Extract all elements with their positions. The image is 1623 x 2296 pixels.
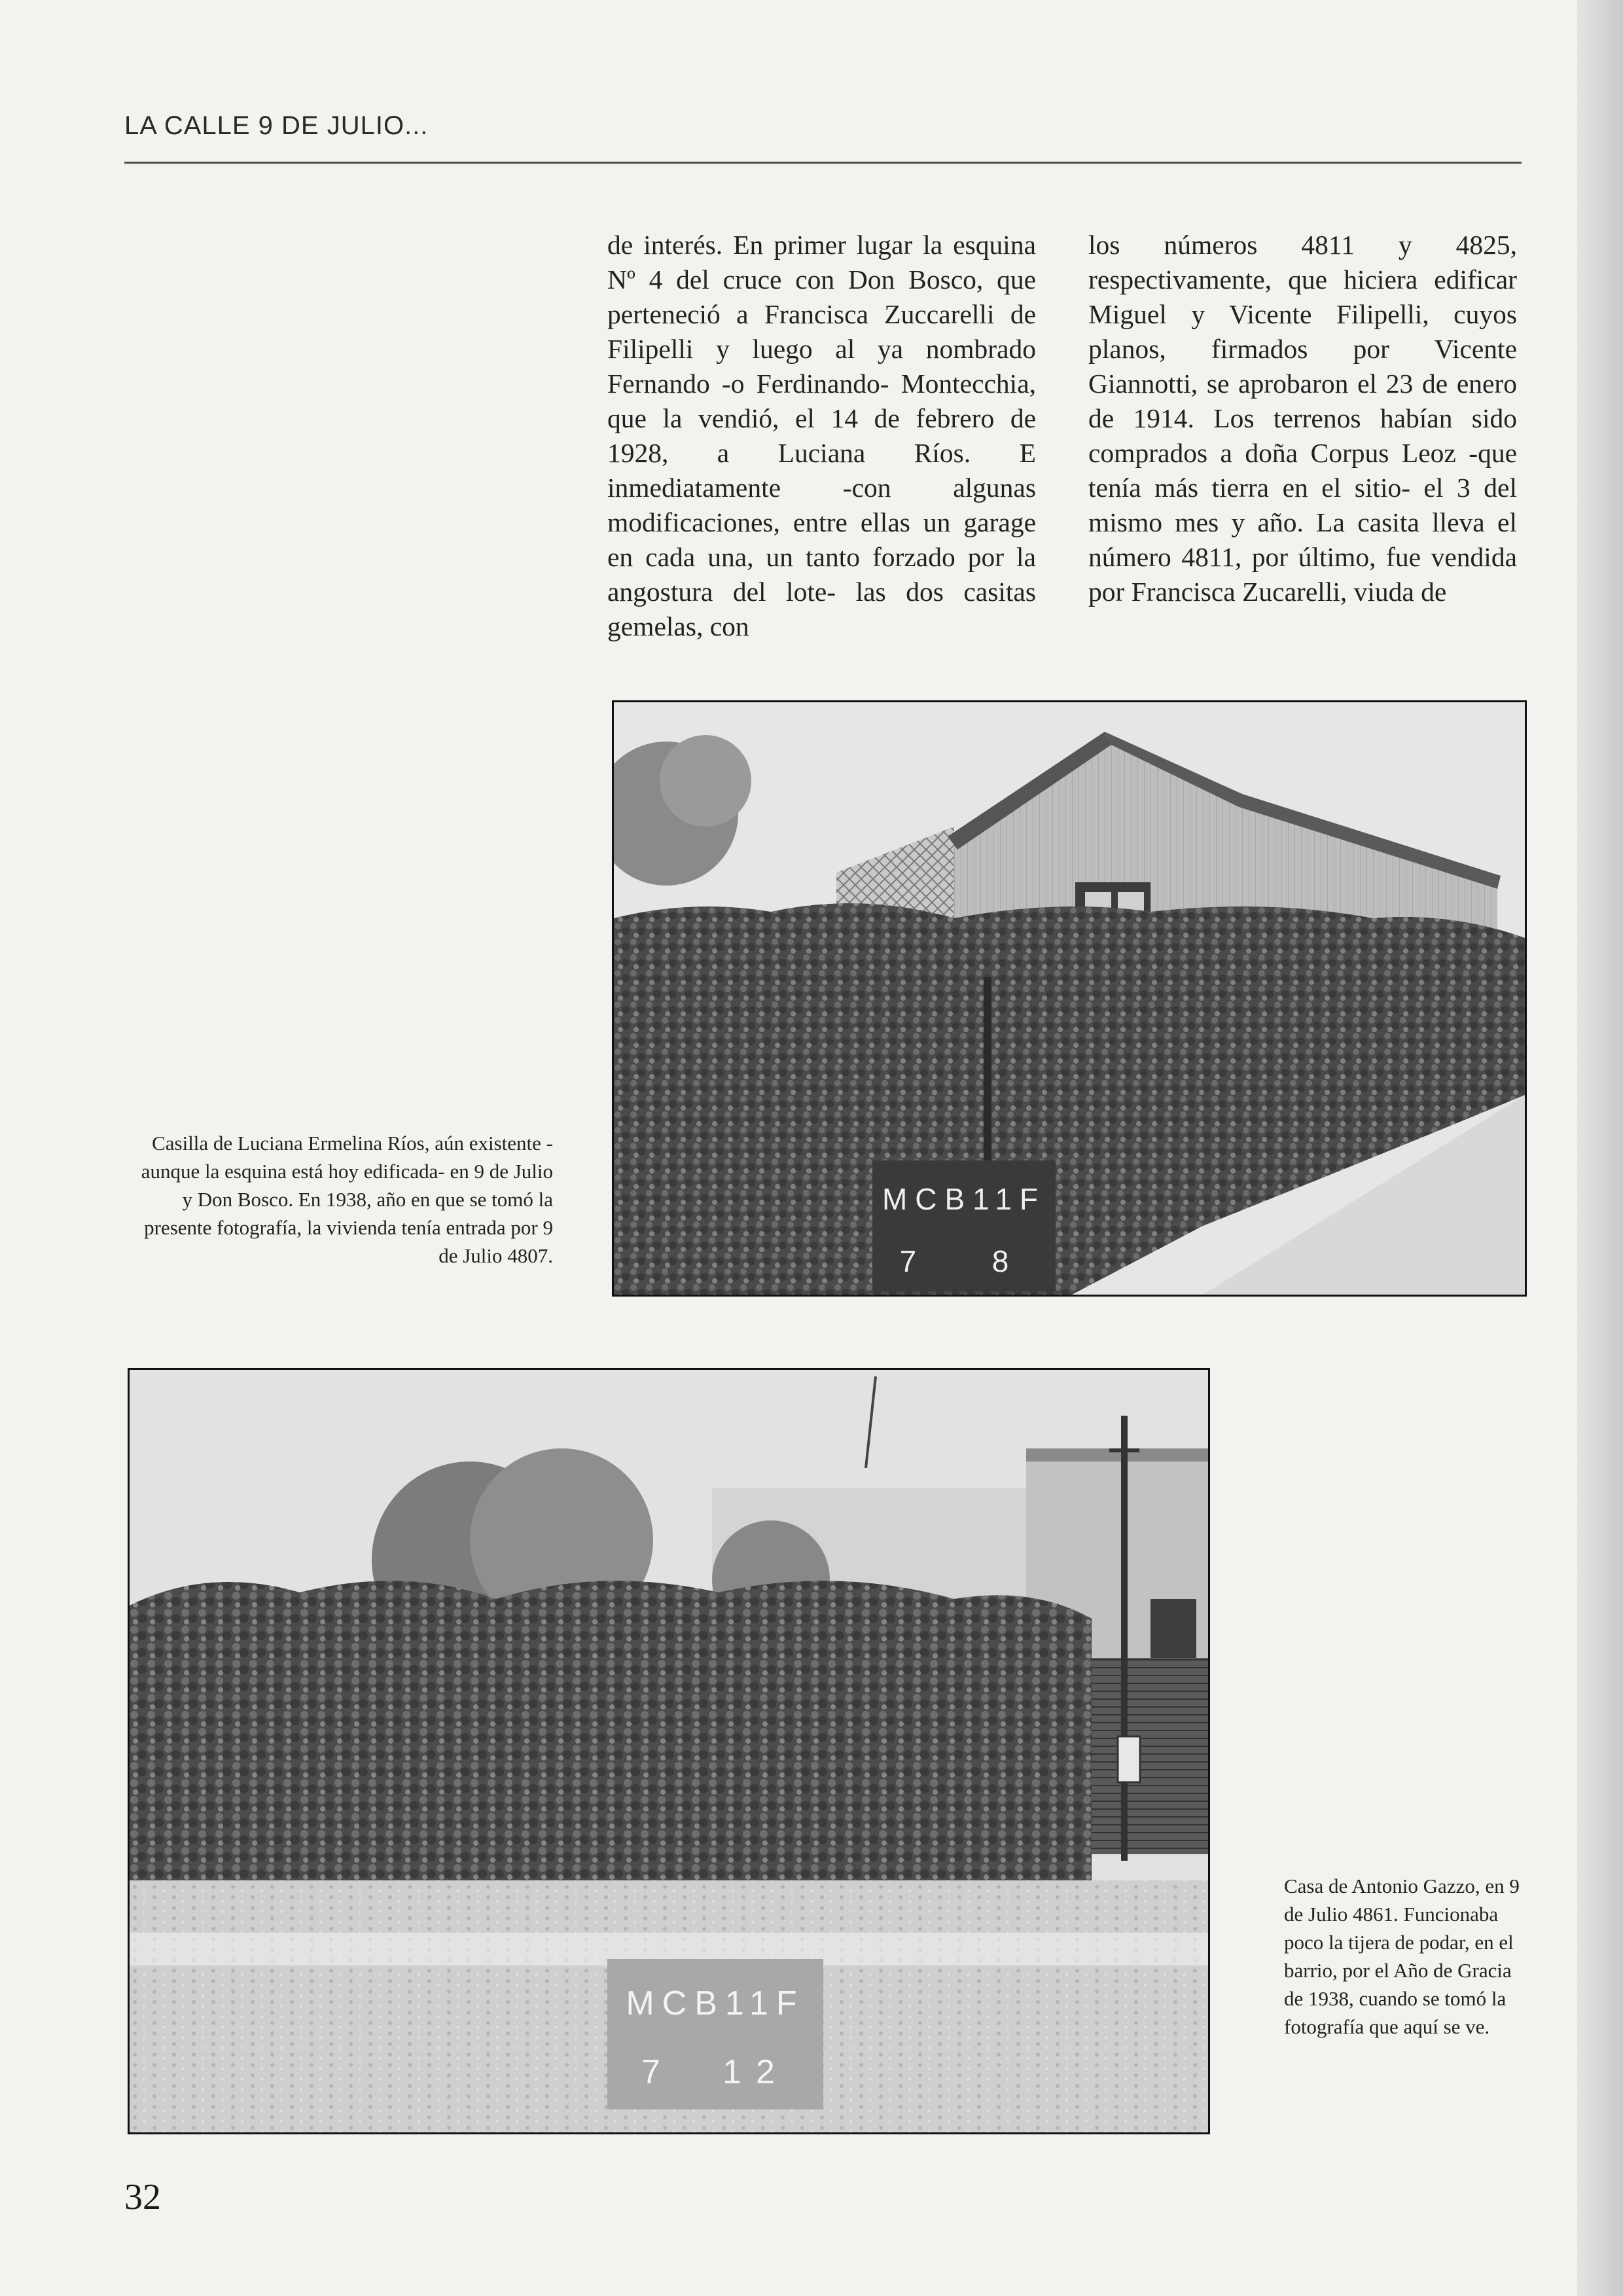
running-header: LA CALLE 9 DE JULIO... (124, 111, 429, 140)
caption-photo-1: Casilla de Luciana Ermelina Ríos, aún existente -aunque la esquina está hoy edificada- en 9 de Julio y Don Bosco. En 1938, año en que se tomó la presente fotografía, la vivienda tenía entrada por 9 de Julio 4807. (141, 1132, 553, 1267)
photo-casilla-rios-image (614, 702, 1525, 1295)
page-number: 32 (124, 2177, 161, 2217)
sign-text-bottom: 7 8 (899, 1244, 1029, 1278)
paragraph-right: los números 4811 y 4825, respectivamente, que hiciera edificar Miguel y Vicente Filipelli, cuyos planos, firmados por Vicente Giannotti, se aprobaron el 23 de enero de 1914. Los terrenos habían sido comprados a doña Corpus Leoz -que tenía más tierra en el sitio- el 3 del mismo mes y año. La casita lleva el número 4811, por último, fue vendida por Francisca Zucarelli, viuda de (1088, 230, 1517, 607)
caption-photo-2: Casa de Antonio Gazzo, en 9 de Julio 4861. Funcionaba poco la tijera de podar, en el barrio, por el Año de Gracia de 1938, cuando se tomó la fotografía que aquí se ve. (1284, 1874, 1520, 2038)
paragraph-left: de interés. En primer lugar la esquina Nº 4 del cruce con Don Bosco, que perteneció a Francisca Zuccarelli de Filipelli y luego al ya nombrado Fernando -o Ferdinando- Montecchia, que la vendió, el 14 de febrero de 1928, a Luciana Ríos. E inmediatamente -con algunas modificaciones, entre ellas un garage en cada una, un tanto forzado por la angostura del lote- las dos casitas gemelas, con (607, 230, 1036, 641)
sign-text-bottom: 7 12 (641, 2053, 789, 2091)
text-column-left (607, 228, 1036, 644)
photo-casilla-rios (612, 700, 1527, 1297)
text-column-right (1088, 228, 1517, 609)
scan-edge-shadow (1577, 0, 1623, 2296)
photo-casa-gazzo (128, 1368, 1210, 2134)
sign-text-top: MCB11F (882, 1182, 1046, 1216)
sign-text-top: MCB11F (626, 1984, 805, 2022)
photo-casa-gazzo-image (130, 1370, 1208, 2132)
header-rule (124, 162, 1522, 164)
